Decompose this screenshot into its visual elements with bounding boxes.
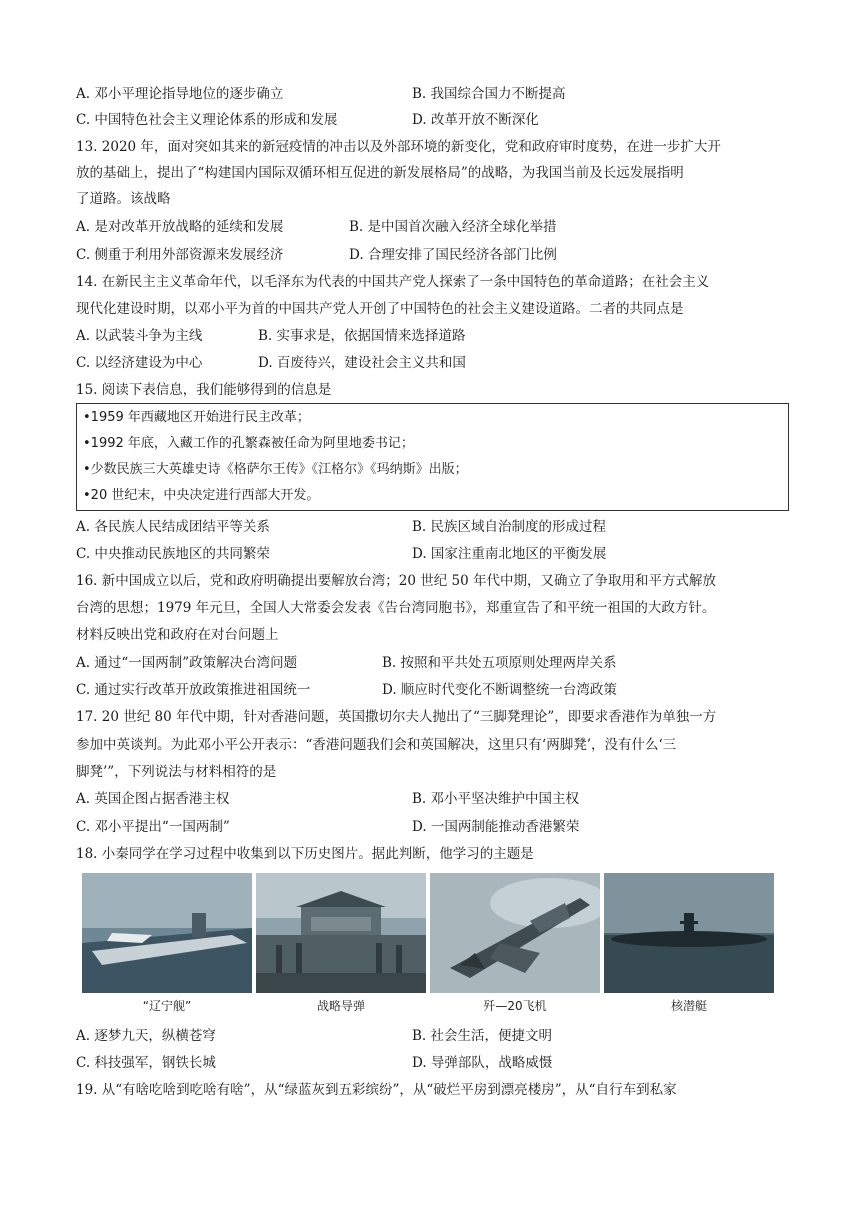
q15-info-item: •少数民族三大英雄史诗《格萨尔王传》《江格尔》《玛纳斯》出版； xyxy=(83,462,468,477)
q18-option-c: C. 科技强军，钢铁长城 xyxy=(76,1055,216,1071)
q13-option-d: D. 合理安排了国民经济各部门比例 xyxy=(349,247,557,263)
q19-stem-line1: 19. 从“有啥吃啥到吃啥有啥”，从“绿蓝灰到五彩缤纷”，从“破烂平房到漂亮楼房”，从“自行车到私家 xyxy=(76,1082,677,1098)
q15-info-table xyxy=(76,403,789,511)
q16-stem-line2: 台湾的思想；1979 年元旦，全国人大常委会发表《告台湾同胞书》，郑重宣告了和平统一祖国的大政方针。 xyxy=(76,600,716,616)
aircraft-carrier-photo xyxy=(82,873,252,993)
q13-stem-line2: 放的基础上，提出了“构建国内国际双循环相互促进的新发展格局”的战略，为我国当前及长远发展指明 xyxy=(76,165,684,181)
q14-option-b: B. 实事求是，依据国情来选择道路 xyxy=(258,328,466,344)
q14-option-c: C. 以经济建设为中心 xyxy=(76,355,203,371)
j20-fighter-photo xyxy=(430,873,600,993)
q12-option-b: B. 我国综合国力不断提高 xyxy=(412,86,566,102)
strategic-missile-photo xyxy=(256,873,426,993)
q15-info-item: •20 世纪末，中央决定进行西部大开发。 xyxy=(83,488,320,503)
q17-option-b: B. 邓小平坚决维护中国主权 xyxy=(412,791,580,807)
q16-option-d: D. 顺应时代变化不断调整统一台湾政策 xyxy=(382,682,617,698)
q12-option-c: C. 中国特色社会主义理论体系的形成和发展 xyxy=(76,112,338,128)
q15-option-b: B. 民族区域自治制度的形成过程 xyxy=(412,519,607,535)
q14-option-d: D. 百废待兴，建设社会主义共和国 xyxy=(258,355,466,371)
q13-option-c: C. 侧重于利用外部资源来发展经济 xyxy=(76,247,284,263)
q13-option-a: A. 是对改革开放战略的延续和发展 xyxy=(76,219,284,235)
q13-stem-line3: 了道路。该战略 xyxy=(76,191,171,207)
q17-option-a: A. 英国企图占据香港主权 xyxy=(76,791,230,807)
q18-stem: 18. 小秦同学在学习过程中收集到以下历史图片。据此判断，他学习的主题是 xyxy=(76,846,534,862)
q15-option-c: C. 中央推动民族地区的共同繁荣 xyxy=(76,546,270,562)
q14-stem-line1: 14. 在新民主主义革命年代，以毛泽东为代表的中国共产党人探索了一条中国特色的革命道路；在社会主义 xyxy=(76,274,710,290)
q15-option-a: A. 各民族人民结成团结平等关系 xyxy=(76,519,270,535)
q16-option-c: C. 通过实行改革开放政策推进祖国统一 xyxy=(76,682,311,698)
q16-option-a: A. 通过“一国两制”政策解决台湾问题 xyxy=(76,655,298,671)
q17-option-d: D. 一国两制能推动香港繁荣 xyxy=(412,819,580,835)
q18-option-a: A. 逐梦九天，纵横苍穹 xyxy=(76,1028,216,1044)
q14-stem-line2: 现代化建设时期，以邓小平为首的中国共产党人开创了中国特色的社会主义建设道路。二者的共同点是 xyxy=(76,301,684,317)
q14-option-a: A. 以武装斗争为主线 xyxy=(76,328,203,344)
q16-stem-line1: 16. 新中国成立以后，党和政府明确提出要解放台湾；20 世纪 50 年代中期，又确立了争取用和平方式解放 xyxy=(76,573,716,589)
q13-stem-line1: 13. 2020 年，面对突如其来的新冠疫情的冲击以及外部环境的新变化，党和政府审时度势，在进一步扩大开 xyxy=(76,139,721,155)
q17-stem-line3: 脚凳’”，下列说法与材料相符的是 xyxy=(76,764,277,780)
q12-option-a: A. 邓小平理论指导地位的逐步确立 xyxy=(76,86,284,102)
q15-info-item: •1992 年底，入藏工作的孔繁森被任命为阿里地委书记； xyxy=(83,436,414,451)
q18-option-b: B. 社会生活，便捷文明 xyxy=(412,1028,553,1044)
q18-photo-strip xyxy=(82,873,776,1018)
q15-option-d: D. 国家注重南北地区的平衡发展 xyxy=(412,546,607,562)
q15-stem: 15. 阅读下表信息，我们能够得到的信息是 xyxy=(76,382,332,398)
photo-caption: “辽宁舰” xyxy=(142,999,192,1013)
q13-option-b: B. 是中国首次融入经济全球化举措 xyxy=(349,219,557,235)
q18-option-d: D. 导弹部队，战略威慑 xyxy=(412,1055,553,1071)
q16-stem-line3: 材料反映出党和政府在对台问题上 xyxy=(76,627,279,643)
photo-caption: 战略导弹 xyxy=(316,999,365,1013)
q17-option-c: C. 邓小平提出“一国两制” xyxy=(76,819,230,835)
q16-option-b: B. 按照和平共处五项原则处理两岸关系 xyxy=(382,655,617,671)
q15-info-item: •1959 年西藏地区开始进行民主改革； xyxy=(83,410,310,425)
q17-stem-line1: 17. 20 世纪 80 年代中期，针对香港问题，英国撒切尔夫人抛出了“三脚凳理论”，即要求香港作为单独一方 xyxy=(76,709,717,725)
q17-stem-line2: 参加中英谈判。为此邓小平公开表示：“香港问题我们会和英国解决，这里只有‘两脚凳’，没有什么‘三 xyxy=(76,737,677,753)
q12-option-d: D. 改革开放不断深化 xyxy=(412,112,539,128)
nuclear-submarine-photo xyxy=(604,873,774,993)
photo-caption: 歼—20飞机 xyxy=(483,999,547,1013)
photo-caption: 核潜艇 xyxy=(670,999,707,1013)
